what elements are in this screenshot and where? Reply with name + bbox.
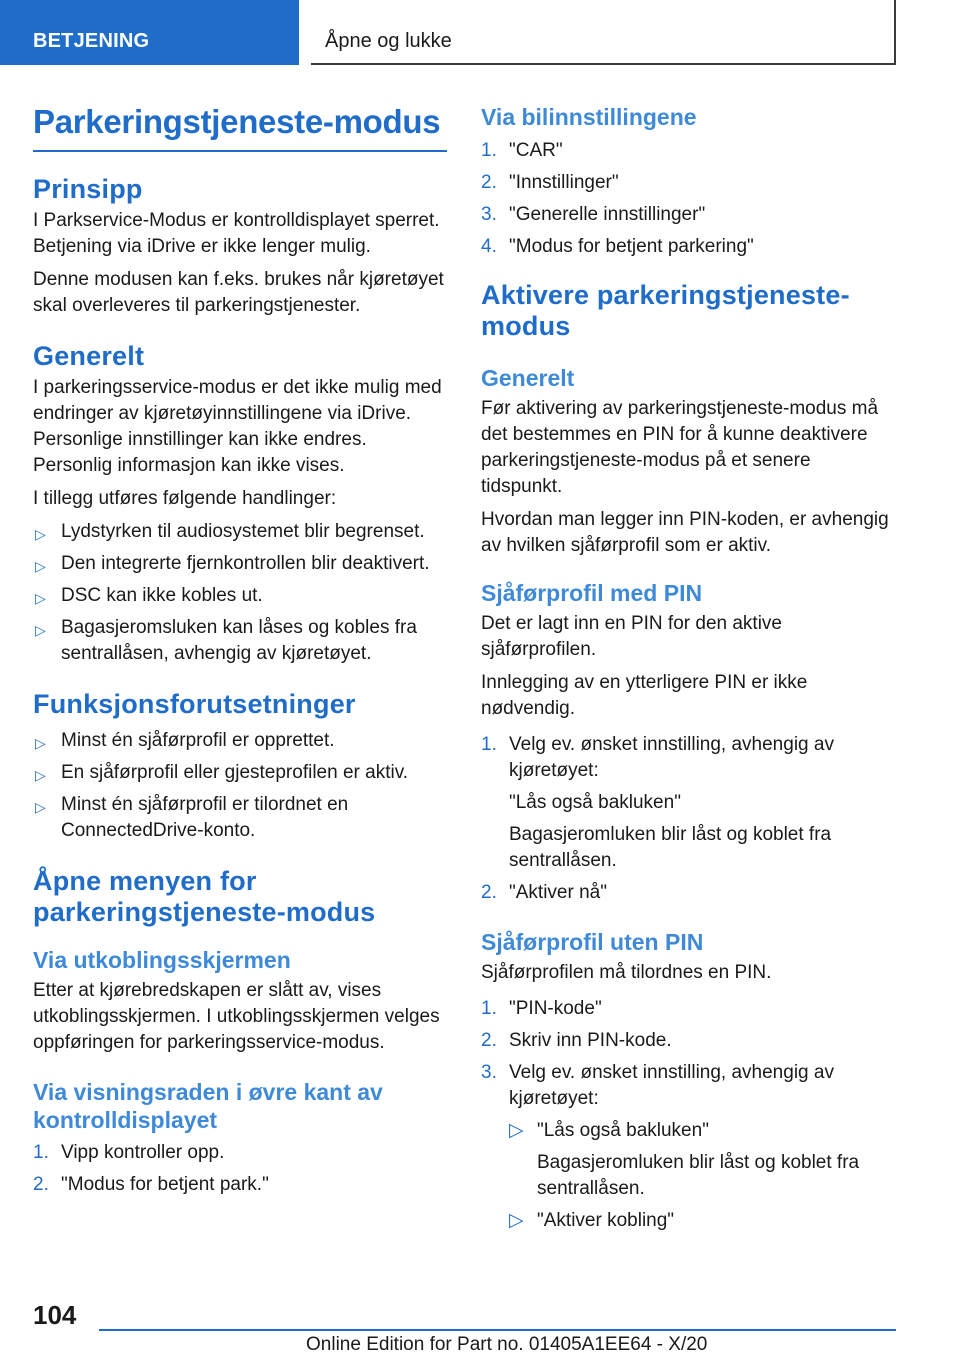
list-item: 1. Velg ev. ønsket innstilling, avhengig av kjøretøyet: "Lås også bakluken" Bagasjeromluken blir låst og koblet fra sentrallåsen. xyxy=(481,734,834,871)
list-item: ▷ En sjåførprofil eller gjesteprofilen er aktiv. xyxy=(33,760,447,786)
triangle-bullet-icon: ▷ xyxy=(35,558,46,574)
right-column xyxy=(481,100,895,1240)
list-item: ▷ Minst én sjåførprofil er opprettet. xyxy=(33,728,447,754)
list-item: 1. Vipp kontroller opp. xyxy=(33,1142,225,1163)
heading-aktivere: Aktivere parkeringstjeneste-modus xyxy=(481,280,850,341)
prinsipp-text-2: Denne modusen kan f.eks. brukes når kjøretøyet skal overleveres til parkeringstjenester. xyxy=(33,269,444,316)
left-column xyxy=(33,100,447,1204)
aktivere-text-1: Før aktivering av parkeringstjeneste-modus må det bestemmes en PIN for å kunne deaktivere parkeringstjeneste-modus på et senere tidspunkt. xyxy=(481,398,879,497)
page-title: Parkeringstjeneste-modus xyxy=(33,100,447,152)
triangle-bullet-icon: ▷ xyxy=(509,1120,524,1141)
medpin-steps xyxy=(481,732,895,906)
generelt-text-1: I parkeringsservice-modus er det ikke mulig med endringer av kjøretøyinnstillingene via iDrive. Personlige innstillinger kan ikke endres. Personlig informasjon kan ikke vises. xyxy=(33,377,442,476)
heading-generelt-aktivere: Generelt xyxy=(481,365,575,391)
list-item: ▷ Minst én sjåførprofil er tilordnet en ConnectedDrive-konto. xyxy=(35,794,349,841)
list-item: ▷ "Lås også bakluken" Bagasjeromluken blir låst og koblet fra sentrallåsen. xyxy=(509,1120,860,1199)
medpin-text-2: Innlegging av en ytterligere PIN er ikke nødvendig. xyxy=(481,672,808,719)
heading-apne-menyen: Åpne menyen for parkeringstjeneste-modus xyxy=(33,866,376,927)
list-item: ▷ Lydstyrken til audiosystemet blir begrenset. xyxy=(33,519,447,545)
bilinn-steps xyxy=(481,138,895,260)
header-chapter-box xyxy=(311,0,896,65)
triangle-bullet-icon: ▷ xyxy=(35,767,46,783)
footer-edition: Online Edition for Part no. 01405A1EE64 - X/20 xyxy=(306,1334,708,1355)
utkobling-text: Etter at kjørebredskapen er slått av, vises utkoblingsskjermen. I utkoblingsskjermen velges oppføringen for parkeringsservice-modus. xyxy=(33,980,440,1053)
list-item: 3. "Generelle innstillinger" xyxy=(481,204,706,225)
list-item: ▷ Bagasjeromsluken kan låses og kobles fra sentrallåsen, avhengig av kjøretøyet. xyxy=(35,617,417,664)
list-item: 2. Skriv inn PIN-kode. xyxy=(481,1030,672,1051)
heading-via-bilinnstillingene: Via bilinnstillingene xyxy=(481,104,697,130)
utenpin-options xyxy=(509,1118,895,1234)
heading-med-pin: Sjåførprofil med PIN xyxy=(481,580,703,606)
heading-generelt: Generelt xyxy=(33,341,145,371)
list-item: ▷ Den integrerte fjernkontrollen blir deaktivert. xyxy=(33,551,447,577)
aktivere-text-2: Hvordan man legger inn PIN-koden, er avhengig av hvilken sjåførprofil som er aktiv. xyxy=(481,509,889,556)
list-item: 2. "Aktiver nå" xyxy=(481,882,607,903)
heading-funksjonsforutsetninger: Funksjonsforutsetninger xyxy=(33,689,356,719)
header-section-tab xyxy=(0,0,299,65)
header-section-label: BETJENING xyxy=(33,30,150,52)
forutsetninger-list xyxy=(33,728,447,844)
list-item: 4. "Modus for betjent parkering" xyxy=(481,236,754,257)
triangle-bullet-icon: ▷ xyxy=(35,526,46,542)
triangle-bullet-icon: ▷ xyxy=(35,735,46,751)
utenpin-text-1: Sjåførprofilen må tilordnes en PIN. xyxy=(481,962,772,983)
list-item: 1. "PIN-kode" xyxy=(481,998,602,1019)
visning-steps xyxy=(33,1140,447,1198)
list-item: ▷ "Aktiver kobling" xyxy=(509,1208,895,1234)
utenpin-steps xyxy=(481,996,895,1234)
prinsipp-text-1: I Parkservice-Modus er kontrolldisplayet sperret. Betjening via iDrive er ikke lenger mulig. xyxy=(33,210,440,257)
triangle-bullet-icon: ▷ xyxy=(509,1210,524,1231)
triangle-bullet-icon: ▷ xyxy=(35,799,46,815)
list-item: ▷ DSC kan ikke kobles ut. xyxy=(33,583,447,609)
list-item: 1. "CAR" xyxy=(481,140,563,161)
triangle-bullet-icon: ▷ xyxy=(35,622,46,638)
generelt-list xyxy=(33,519,447,667)
list-item: 2. "Modus for betjent park." xyxy=(33,1174,269,1195)
header-chapter-label: Åpne og lukke xyxy=(325,30,452,52)
triangle-bullet-icon: ▷ xyxy=(35,590,46,606)
list-item: 3. Velg ev. ønsket innstilling, avhengig av kjøretøyet: ▷ "Lås også bakluken" Bagasjeromluken blir låst og koblet fra sentrallåsen. ▷ "Aktiver kobling" xyxy=(481,1060,895,1234)
heading-via-utkobling: Via utkoblingsskjermen xyxy=(33,947,291,973)
heading-via-visningsraden: Via visningsraden i øvre kant av kontrolldisplayet xyxy=(33,1079,383,1133)
medpin-text-1: Det er lagt inn en PIN for den aktive sjåførprofilen. xyxy=(481,613,782,660)
list-item: 2. "Innstillinger" xyxy=(481,172,619,193)
footer-divider xyxy=(99,1329,896,1331)
page-number: 104 xyxy=(33,1300,77,1330)
generelt-text-2: I tillegg utføres følgende handlinger: xyxy=(33,488,337,509)
heading-prinsipp: Prinsipp xyxy=(33,174,143,204)
heading-uten-pin: Sjåførprofil uten PIN xyxy=(481,929,704,955)
